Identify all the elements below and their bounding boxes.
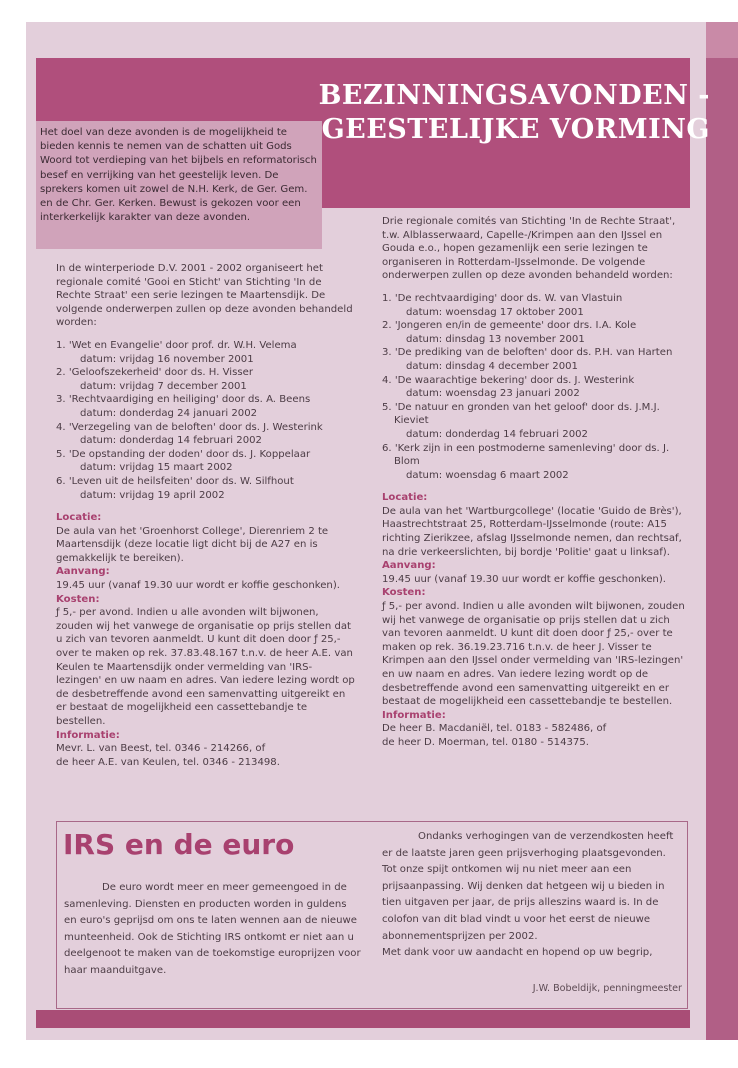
list-item: 1. 'Wet en Evangelie' door prof. dr. W.H. Velema datum: vrijdag 16 november 2001	[56, 339, 297, 365]
title-line-1: BEZINNINGSAVONDEN -	[318, 80, 710, 111]
intro-text: Het doel van deze avonden is de mogelijkheid te bieden kennis te nemen van de schatten uit Gods Woord tot verdieping van het bijbels en reformatorisch besef en verrijking van het geestelijk leven. De sprekers komen uit zowel de N.H. Kerk, de Ger. Gem. en de Chr. Ger. Kerken. Bewust is gekozen voor een interkerkelijk karakter van deze avonden.	[40, 127, 317, 224]
right-color-strip	[706, 22, 738, 1040]
locatie-heading: Locatie:	[382, 492, 428, 504]
informatie-line-2: de heer A.E. van Keulen, tel. 0346 - 213498.	[56, 756, 280, 768]
list-item: 2. 'Jongeren en/in de gemeente' door drs. I.A. Kole datum: dinsdag 13 november 2001	[382, 320, 637, 345]
informatie-heading: Informatie:	[56, 729, 120, 741]
kosten-text: ƒ 5,- per avond. Indien u alle avonden wilt bijwonen, zouden wij het vanwege de organisatie op prijs stellen dat u zich van tevoren aanmeldt. U kunt dit doen door ƒ 25,- over te maken op rek. 36.19.23.716 t.n.v. de heer J. Visser te Krimpen aan den IJssel onder vermelding van 'IRS-lezingen' en uw naam en adres. Van iedere lezing wordt op de desbetreffende avond een samenvatting uitgereikt en er bestaat de mogelijkheid een cassettebandje te bestellen.	[382, 601, 685, 708]
locatie-heading: Locatie:	[56, 512, 102, 524]
title-line-2: GEESTELIJKE VORMING	[321, 114, 710, 145]
irs-closing-text: Met dank voor uw aandacht en hopend op uw begrip,	[382, 947, 653, 959]
right-column	[382, 215, 687, 750]
irs-signature: J.W. Bobeldijk, penningmeester	[532, 983, 682, 994]
locatie-text: De aula van het 'Wartburgcollege' (locatie 'Guido de Brès'), Haastrechtstraat 25, Rotterdam-IJsselmonde (route: A15 richting Zierikzee, afslag IJsselmonde nemen, dan rechtsaf, na drie verkeerslichten, bij bordje 'Politie' gaat u linksaf).	[382, 505, 682, 558]
list-item: 2. 'Geloofszekerheid' door ds. H. Visser datum: vrijdag 7 december 2001	[56, 367, 253, 392]
list-item: 5. 'De natuur en gronden van het geloof' door ds. J.M.J. Kieviet datum: donderdag 14 februari 2002	[382, 401, 660, 440]
aanvang-text: 19.45 uur (vanaf 19.30 uur wordt er koffie geschonken).	[382, 573, 666, 585]
list-item: 5. 'De opstanding der doden' door ds. J. Koppelaar datum: vrijdag 15 maart 2002	[56, 448, 311, 474]
informatie-heading: Informatie:	[382, 709, 446, 721]
list-item: 1. 'De rechtvaardiging' door ds. W. van Vlastuin datum: woensdag 17 oktober 2001	[382, 292, 623, 318]
list-item: 6. 'Leven uit de heilsfeiten' door ds. W. Silfhout datum: vrijdag 19 april 2002	[56, 475, 294, 501]
list-item: 4. 'Verzegeling van de beloften' door ds. J. Westerink datum: donderdag 14 februari 2002	[56, 421, 323, 447]
irs-title: IRS en de euro	[63, 828, 295, 861]
informatie-line-1: De heer B. Macdaniël, tel. 0183 - 582486, of	[382, 723, 607, 735]
kosten-heading: Kosten:	[56, 593, 100, 605]
list-item: 6. 'Kerk zijn in een postmoderne samenleving' door ds. J. Blom datum: woensdag 6 maart 2002	[382, 442, 670, 481]
informatie-line-2: de heer D. Moerman, tel. 0180 - 514375.	[382, 736, 589, 748]
list-item: 4. 'De waarachtige bekering' door ds. J. Westerink datum: woensdag 23 januari 2002	[382, 374, 635, 400]
right-intro: Drie regionale comités van Stichting 'In de Rechte Straat', t.w. Alblasserwaard, Capelle-/Krimpen aan den IJssel en Gouda e.o., hopen gezamenlijk een serie lezingen te organiseren in Rotterdam-IJsselmonde. De volgende onderwerpen zullen op deze avonden behandeld worden:	[382, 216, 676, 282]
aanvang-heading: Aanvang:	[382, 560, 436, 572]
list-item: 3. 'Rechtvaardiging en heiliging' door ds. A. Beens datum: donderdag 24 januari 2002	[56, 394, 311, 419]
page-top-margin	[0, 0, 738, 22]
aanvang-text: 19.45 uur (vanaf 19.30 uur wordt er koffie geschonken).	[56, 580, 340, 592]
page-bottom-margin	[0, 1040, 738, 1068]
irs-right-text: Ondanks verhogingen van de verzendkosten heeft er de laatste jaren geen prijsverhoging plaatsgevonden. Tot onze spijt ontkomen wij nu niet meer aan een prijsaanpassing. Wij denken dat hetgeen wij u bieden in tien uitgaven per jaar, de prijs alleszins waard is. In de colofon van dit blad vindt u voor het eerst de nieuwe abonnementsprijzen per 2002.	[382, 831, 674, 942]
left-intro: In de winterperiode D.V. 2001 - 2002 organiseert het regionale comité 'Gooi en Sticht' van Stichting 'In de Rechte Straat' een serie lezingen te Maartensdijk. De volgende onderwerpen zullen op deze avonden behandeld worden:	[56, 263, 353, 329]
aanvang-heading: Aanvang:	[56, 566, 110, 578]
kosten-text: ƒ 5,- per avond. Indien u alle avonden wilt bijwonen, zouden wij het vanwege de organisatie op prijs stellen dat u zich van tevoren aanmeldt. U kunt dit doen door ƒ 25,- over te maken op rek. 37.83.48.167 t.n.v. de heer A.E. van Keulen te Maartensdijk onder vermelding van 'IRS-lezingen' en uw naam en adres. Van iedere lezing wordt op de desbetreffende avond een samenvatting uitgereikt en er bestaat de mogelijkheid een cassettebandje te bestellen.	[56, 607, 355, 727]
left-lecture-list	[56, 339, 356, 502]
left-column	[56, 262, 356, 769]
right-lecture-list	[382, 292, 687, 482]
informatie-line-1: Mevr. L. van Beest, tel. 0346 - 214266, of	[56, 743, 266, 755]
irs-left-text: De euro wordt meer en meer gemeengoed in de samenleving. Diensten en producten worden in guldens en euro's geprijsd om ons te laten wennen aan de nieuwe munteenheid. Ook de Stichting IRS ontkomt er niet aan u deelgenoot te maken van de toekomstige europrijzen voor haar maanduitgave.	[64, 882, 361, 976]
list-item: 3. 'De prediking van de beloften' door ds. P.H. van Harten datum: dinsdag 4 december 2001	[382, 347, 673, 372]
kosten-heading: Kosten:	[382, 587, 426, 599]
locatie-text: De aula van het 'Groenhorst College', Dierenriem 2 te Maartensdijk (deze locatie ligt dicht bij de A27 en is gemakkelijk te bereiken).	[56, 525, 329, 564]
page-left-margin	[0, 0, 26, 1068]
bottom-band	[36, 1010, 690, 1028]
irs-right-column	[382, 829, 680, 962]
